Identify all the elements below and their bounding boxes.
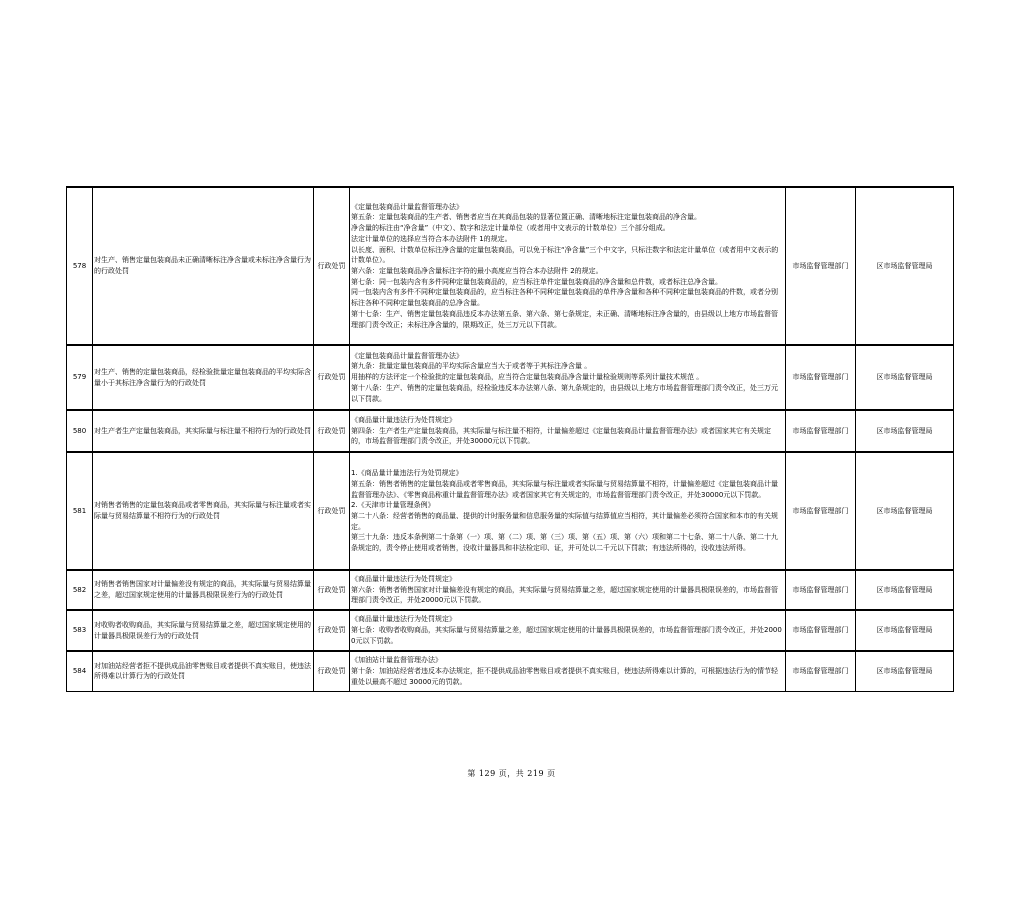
penalty-type-cell: 行政处罚 <box>314 410 350 452</box>
legal-basis-line: 第十七条：生产、销售定量包装商品违反本办法第五条、第六条、第七条规定，未正确、清晰地标注净含量的，由县级以上地方市场监督管理部门责令改正；未标注净含量的，限期改正，处三万元以下罚款。 <box>351 309 778 329</box>
legal-basis-cell <box>350 452 786 570</box>
department-cell: 市场监督管理部门 <box>786 187 856 345</box>
legal-basis-line: 第三十九条：违反本条例第二十条第（一）项、第（二）项、第（三）项、第（五）项、第（六）项和第二十七条、第二十八条、第二十九条规定的，责令停止使用或者销售，没收计量器具和非法检定印、证，并可处以二千元以下罚款；有违法所得的，没收违法所得。 <box>351 533 778 553</box>
legal-basis-line: 第四条：生产者生产定量包装商品，其实际量与标注量不相符，计量偏差超过《定量包装商品计量监督管理办法》或者国家其它有关规定的，市场监督管理部门责令改正，并处30000元以下罚款。 <box>351 426 771 446</box>
legal-basis-line: 第六条：定量包装商品净含量标注字符的最小高度应当符合本办法附件 2的规定。 <box>351 267 603 275</box>
table-row <box>67 187 954 345</box>
item-name-cell: 对收购者收购商品，其实际量与贸易结算量之差，超过国家规定使用的计量器具极限误差行为的行政处罚 <box>93 610 314 651</box>
table-row <box>67 345 954 410</box>
penalty-type-cell: 行政处罚 <box>314 187 350 345</box>
item-name-cell: 对销售者销售的定量包装商品或者零售商品，其实际量与标注量或者实际量与贸易结算量不相符行为的行政处罚 <box>93 452 314 570</box>
legal-basis-line: 《加油站计量监督管理办法》 <box>351 656 442 665</box>
item-name-cell: 对销售者销售国家对计量偏差没有规定的商品，其实际量与贸易结算量之差，超过国家规定使用的计量器具极限误差行为的行政处罚 <box>93 570 314 610</box>
legal-basis-line: 法定计量单位的选择应当符合本办法附件 1的规定。 <box>351 234 512 243</box>
item-name-cell: 对生产、销售定量包装商品未正确清晰标注净含量或未标注净含量行为的行政处罚 <box>93 187 314 345</box>
regulation-table-body <box>67 187 954 691</box>
table-row <box>67 570 954 610</box>
legal-basis-line: 第十条：加油站经营者违反本办法规定，拒不提供成品油零售账目或者提供不真实账目，使违法所得难以计算的，可根据违法行为的情节轻重处以最高不超过 30000元的罚款。 <box>351 666 778 686</box>
legal-basis-line: 第五条：销售者销售的定量包装商品或者零售商品，其实际量与标注量或者实际量与贸易结算量不相符，计量偏差超过《定量包装商品计量监督管理办法》、《零售商品称重计量监督管理办法》或者国家其它有关规定的，市场监督管理部门责令改正，并处30000元以下罚款。 <box>351 479 778 499</box>
legal-basis-line: 以长度、面积、计数单位标注净含量的定量包装商品，可以免于标注“净含量”三个中文字，只标注数字和法定计量单位（或者用中文表示的计数单位）。 <box>351 245 779 265</box>
department-cell: 市场监督管理部门 <box>786 345 856 410</box>
page-footer: 第 129 页，共 219 页 <box>467 769 556 778</box>
legal-basis-line: 《商品量计量违法行为处罚规定》 <box>351 615 456 624</box>
legal-basis-line: 用抽样的方法评定一个检验批的定量包装商品，应当符合定量包装商品净含量计量检验规则等系列计量技术规范 。 <box>351 373 704 382</box>
regulation-table <box>66 186 954 692</box>
executing-agency-cell: 区市场监督管理局 <box>856 410 954 452</box>
department-cell: 市场监督管理部门 <box>786 610 856 651</box>
table-row <box>67 410 954 452</box>
penalty-type-cell: 行政处罚 <box>314 452 350 570</box>
legal-basis-cell <box>350 345 786 410</box>
legal-basis-line: 第九条：批量定量包装商品的平均实际含量应当大于或者等于其标注净含量 。 <box>351 362 592 371</box>
legal-basis-line: 净含量的标注由“净含量”（中文）、数字和法定计量单位（或者用中文表示的计数单位）三个部分组成。 <box>351 224 670 233</box>
item-name-cell: 对生产者生产定量包装商品，其实际量与标注量不相符行为的行政处罚 <box>93 410 314 452</box>
row-number-cell: 578 <box>67 187 93 345</box>
item-name-cell: 对加油站经营者拒不提供成品油零售账目或者提供不真实账目，使违法所得难以计算行为的行政处罚 <box>93 651 314 691</box>
legal-basis-line: 《定量包装商品计量监督管理办法》 <box>351 351 463 360</box>
penalty-type-cell: 行政处罚 <box>314 651 350 691</box>
row-number-cell: 580 <box>67 410 93 452</box>
legal-basis-line: 1.《商品量计量违法行为处罚规定》 <box>351 469 463 478</box>
legal-basis-line: 第六条：销售者销售国家对计量偏差没有规定的商品，其实际量与贸易结算量之差，超过国家规定使用的计量器具极限误差的，市场监督管理部门责令改正，并处20000元以下罚款。 <box>351 585 778 605</box>
legal-basis-line: 第二十八条：经营者销售的商品量、提供的计时服务量和信息服务量的实际值与结算值应当相符，其计量偏差必须符合国家和本市的有关规定。 <box>351 512 778 531</box>
row-number-cell: 583 <box>67 610 93 651</box>
legal-basis-line: 第七条：收购者收购商品，其实际量与贸易结算量之差，超过国家规定使用的计量器具极限误差的，市场监督管理部门责令改正，并处20000元以下罚款。 <box>351 626 782 645</box>
executing-agency-cell: 区市场监督管理局 <box>856 187 954 345</box>
legal-basis-line: 2.《天津市计量管理条例》 <box>351 501 435 510</box>
row-number-cell: 582 <box>67 570 93 610</box>
legal-basis-cell <box>350 610 786 651</box>
legal-basis-cell <box>350 187 786 345</box>
executing-agency-cell: 区市场监督管理局 <box>856 452 954 570</box>
legal-basis-cell <box>350 570 786 610</box>
legal-basis-line: 同一包装内含有多件不同种定量包装商品的，应当标注各种不同种定量包装商品的单件净含量和各种不同种定量包装商品的件数，或者分别标注各种不同种定量包装商品的总净含量。 <box>351 288 778 308</box>
legal-basis-cell <box>350 651 786 691</box>
executing-agency-cell: 区市场监督管理局 <box>856 651 954 691</box>
legal-basis-line: 第五条：定量包装商品的生产者、销售者应当在其商品包装的显著位置正确、清晰地标注定量包装商品的净含量。 <box>351 213 701 222</box>
legal-basis-line: 《定量包装商品计量监督管理办法》 <box>351 202 463 211</box>
legal-basis-line: 《商品量计量违法行为处罚规定》 <box>351 574 456 583</box>
penalty-type-cell: 行政处罚 <box>314 610 350 651</box>
legal-basis-line: 第十八条：生产、销售的定量包装商品，经检验违反本办法第八条、第九条规定的，由县级以上地方市场监督管理部门责令改正，处三万元以下罚款。 <box>351 383 778 403</box>
table-row <box>67 452 954 570</box>
penalty-type-cell: 行政处罚 <box>314 345 350 410</box>
row-number-cell: 579 <box>67 345 93 410</box>
department-cell: 市场监督管理部门 <box>786 452 856 570</box>
executing-agency-cell: 区市场监督管理局 <box>856 610 954 651</box>
table-row <box>67 610 954 651</box>
legal-basis-line: 《商品量计量违法行为处罚规定》 <box>351 415 456 424</box>
department-cell: 市场监督管理部门 <box>786 651 856 691</box>
legal-basis-line: 第七条：同一包装内含有多件同种定量包装商品的，应当标注单件定量包装商品的净含量和总件数，或者标注总净含量。 <box>351 277 722 286</box>
row-number-cell: 581 <box>67 452 93 570</box>
department-cell: 市场监督管理部门 <box>786 410 856 452</box>
penalty-type-cell: 行政处罚 <box>314 570 350 610</box>
executing-agency-cell: 区市场监督管理局 <box>856 570 954 610</box>
legal-basis-cell <box>350 410 786 452</box>
item-name-cell: 对生产、销售的定量包装商品，经检验批量定量包装商品的平均实际含量小于其标注净含量行为的行政处罚 <box>93 345 314 410</box>
table-row <box>67 651 954 691</box>
row-number-cell: 584 <box>67 651 93 691</box>
department-cell: 市场监督管理部门 <box>786 570 856 610</box>
executing-agency-cell: 区市场监督管理局 <box>856 345 954 410</box>
